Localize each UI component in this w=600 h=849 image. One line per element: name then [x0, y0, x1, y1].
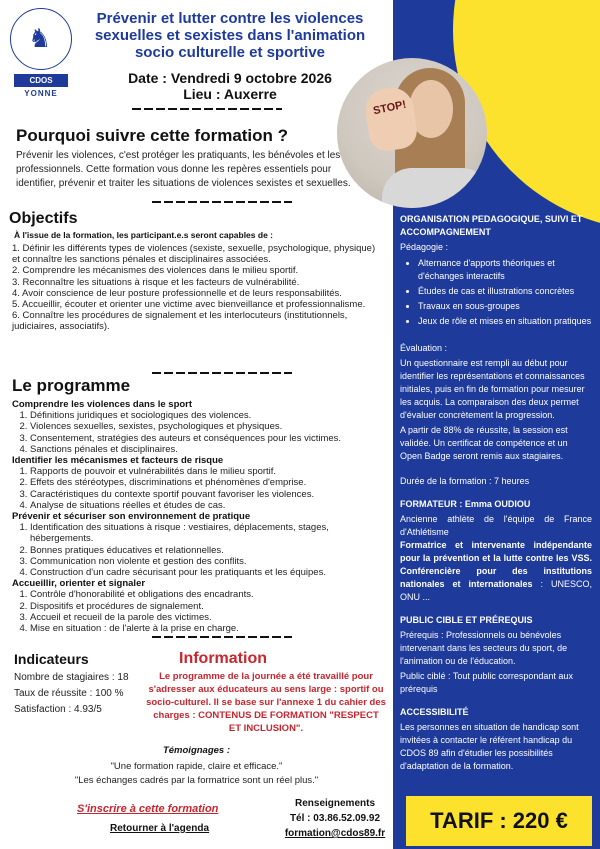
- why-heading: Pourquoi suivre cette formation ?: [16, 126, 289, 145]
- programme-section-title: Identifier les mécanismes et facteurs de risque: [12, 455, 224, 467]
- programme-section-title: Prévenir et sécuriser son environnement de pratique: [12, 511, 251, 523]
- list-item: 1. Rapports de pouvoir et vulnérabilités dans le milieu sportif.: [30, 466, 390, 477]
- programme-heading: Le programme: [12, 376, 131, 395]
- rooster-icon: ♞: [28, 24, 52, 54]
- public-heading: PUBLIC CIBLE ET PRÉREQUIS: [400, 615, 533, 625]
- list-item: 1. Contrôle d'honorabilité et obligations des encadrants.: [30, 589, 390, 600]
- contact-email-link[interactable]: formation@cdos89.fr: [284, 828, 386, 839]
- list-item: 1. Identification des situations à risque : vestiaires, déplacements, stages, hébergements.: [30, 522, 390, 544]
- testimonial-quote: "Une formation rapide, claire et efficace.": [110, 761, 283, 772]
- contact-heading: Renseignements: [294, 798, 376, 809]
- why-text: Prévenir les violences, c'est protéger les pratiquants, les bénévoles et les professionnels. Cette formation vous donne les repères essentiels pour identifier, prévenir et traiter les situations de violences sexistes et sexuelles.: [16, 150, 351, 189]
- duration: Durée de la formation : 7 heures: [400, 476, 530, 486]
- register-link[interactable]: S'inscrire à cette formation: [77, 803, 219, 815]
- list-item: 4. Sanctions pénales et disciplinaires.: [30, 444, 390, 455]
- formateur-heading: FORMATEUR : Emma OUDIOU: [400, 499, 531, 509]
- tarif-badge: TARIF : 220 €: [406, 796, 592, 846]
- event-location: Lieu : Auxerre: [183, 86, 277, 102]
- indicateurs-heading: Indicateurs: [14, 651, 89, 667]
- information-text: Le programme de la journée a été travaillé pour s'adresser aux éducateurs au sens large : sportif ou socio-culturel. Il se base sur l'annexe 1 du cahier des charges : CONTENUS DE FORMATION "RESPECT ET INCLUSION".: [146, 671, 386, 734]
- accessibility-text: Les personnes en situation de handicap sont invitées à contacter le référent handicap du CDOS 89 afin d'étudier les possibilités d'adaptation de la formation.: [400, 722, 579, 771]
- list-item: Nombre de stagiaires : 18: [14, 672, 129, 683]
- list-item: 4. Construction d'un cadre sécurisant pour les pratiquants et les équipes.: [30, 567, 390, 578]
- list-item: 4. Analyse de situations réelles et études de cas.: [30, 500, 390, 511]
- list-item: 2. Effets des stéréotypes, discriminations et phénomènes d'emprise.: [30, 477, 390, 488]
- public-cible: Public ciblé : Tout public correspondant aux prérequis: [400, 671, 573, 694]
- list-item: 5. Accueillir, écouter et orienter une victime avec bienveillance et professionnalisme.: [12, 299, 366, 311]
- list-item: 3. Reconnaître les situations à risque et les facteurs de vulnérabilité.: [12, 276, 300, 288]
- contact-phone: Tél : 03.86.52.09.92: [289, 813, 381, 824]
- list-item: • Jeux de rôle et mises en situation pratiques: [418, 315, 592, 328]
- list-item: 2. Comprendre les mécanismes des violences dans le milieu sportif.: [12, 265, 299, 277]
- pedagogie-label: Pédagogie :: [400, 242, 449, 252]
- temoignages-heading: Témoignages :: [162, 745, 231, 756]
- cnosf-logo: [10, 8, 72, 102]
- list-item: 2. Violences sexuelles, sexistes, psychologiques et physiques.: [30, 421, 390, 432]
- list-item: • Études de cas et illustrations concrètes: [418, 285, 592, 298]
- divider: [132, 108, 282, 110]
- indicateurs-list: [14, 670, 129, 718]
- agenda-link[interactable]: Retourner à l'agenda: [110, 823, 210, 834]
- formateur-text: Ancienne athlète de l'équipe de France d'Athlétisme: [400, 514, 592, 537]
- list-item: Taux de réussite : 100 %: [14, 688, 124, 699]
- list-item: • Alternance d'apports théoriques et d'échanges interactifs: [418, 257, 592, 283]
- programme-section-title: Comprendre les violences dans le sport: [12, 399, 193, 410]
- organisation-heading: ORGANISATION PEDAGOGIQUE, SUIVI ET ACCOMPAGNEMENT: [400, 214, 583, 237]
- list-item: 4. Mise en situation : de l'alerte à la prise en charge.: [30, 623, 390, 634]
- divider: [152, 636, 292, 638]
- programme-section-title: Accueillir, orienter et signaler: [12, 578, 146, 590]
- list-item: • Travaux en sous-groupes: [418, 300, 592, 313]
- accessibility-heading: ACCESSIBILITÉ: [400, 707, 469, 717]
- evaluation-label: Évaluation :: [400, 343, 448, 353]
- list-item: 4. Avoir conscience de leur posture professionnelle et de leurs responsabilités.: [12, 287, 342, 299]
- evaluation-text: Un questionnaire est rempli au début pour identifier les représentations et connaissances initiales, puis en fin de formation pour mesurer les acquis. La comparaison des deux permet d'évaluer concrètement la progression.: [400, 358, 585, 420]
- list-item: 1. Définitions juridiques et sociologiques des violences.: [30, 410, 390, 421]
- list-item: 3. Accueil et recueil de la parole des victimes.: [30, 612, 390, 623]
- testimonial-quote: "Les échanges cadrés par la formatrice sont un réel plus.": [74, 775, 319, 786]
- list-item: Satisfaction : 4.93/5: [14, 704, 102, 715]
- list-item: 1. Définir les différents types de violences (sexiste, sexuelle, psychologique, physique) et connaître les sanctions pénales et disciplinaires associées.: [12, 243, 376, 266]
- right-info-panel: [400, 213, 592, 773]
- list-item: 2. Dispositifs et procédures de signalement.: [30, 601, 390, 612]
- divider: [152, 201, 292, 203]
- list-item: 3. Caractéristiques du contexte sportif pouvant favoriser les violences.: [30, 489, 390, 500]
- pedagogie-list: [418, 257, 592, 328]
- list-item: 3. Communication non violente et gestion des conflits.: [30, 556, 390, 567]
- formateur-rest: : UNESCO, ONU ...: [400, 579, 592, 602]
- stop-sign-text: STOP!: [372, 98, 408, 118]
- list-item: 2. Bonnes pratiques éducatives et relationnelles.: [30, 545, 390, 556]
- list-item: 3. Consentement, stratégies des auteurs et conséquences pour les victimes.: [30, 433, 390, 444]
- objectifs-heading: Objectifs: [9, 210, 78, 227]
- objectifs-intro: À l'issue de la formation, les participant.e.s seront capables de :: [14, 230, 273, 240]
- formateur-bold: Formatrice et intervenante indépendante pour la prévention et la lutte contre les VSS. Conférencière pour des institutions nationales et internationales: [400, 540, 592, 589]
- evaluation-text-2: A partir de 88% de réussite, la session est validée. Un certificat de compétence et un Open Badge seront remis aux stagiaires.: [400, 425, 568, 461]
- public-prerequis: Prérequis : Professionnels ou bénévoles intervenant dans les secteurs du sport, de l'animation ou de l'éducation.: [400, 630, 568, 666]
- objectifs-list: [12, 243, 382, 333]
- page-title: Prévenir et lutter contre les violences sexuelles et sexistes dans l'animation socio culturelle et sportive: [94, 10, 366, 61]
- logo-cdos: CDOS: [14, 74, 68, 87]
- logo-yonne: YONNE: [24, 89, 58, 98]
- event-date: Date : Vendredi 9 octobre 2026: [128, 70, 332, 86]
- divider: [152, 372, 292, 374]
- list-item: 6. Connaître les procédures de signalement et les interlocuteurs (institutionnels, judiciaires, associatifs).: [12, 310, 348, 333]
- programme-list: [12, 399, 390, 634]
- information-heading: Information: [179, 650, 267, 667]
- formateur-bio: [400, 539, 592, 604]
